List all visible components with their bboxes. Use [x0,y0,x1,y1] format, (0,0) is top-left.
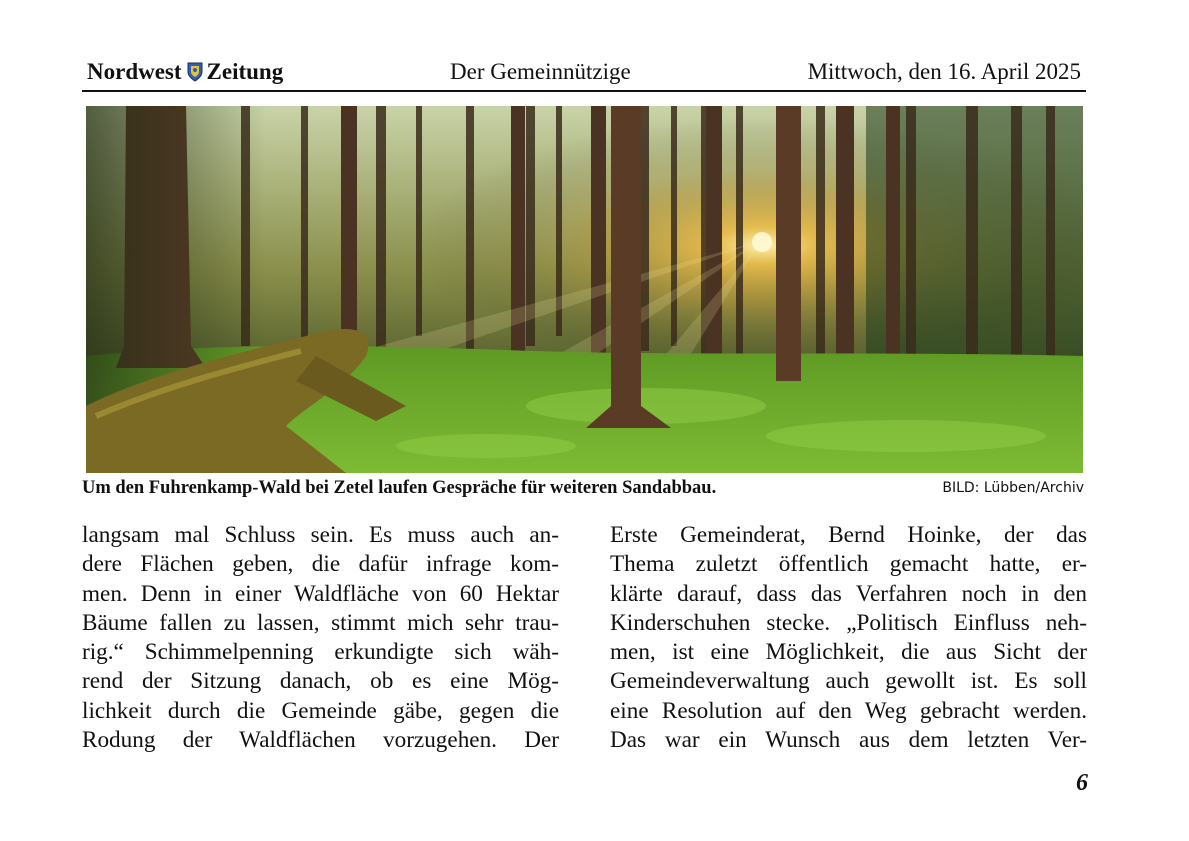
page-number: 6 [1076,770,1088,796]
text-line: Bäume fallen zu lassen, stimmt mich sehr trau- [82,609,559,636]
text-line: men. Denn in einer Waldfläche von 60 Hektar [82,580,559,607]
newspaper-name-second: Zeitung [206,59,284,84]
text-line: men, ist eine Möglichkeit, die aus Sicht der [610,639,1087,666]
masthead [82,56,1086,90]
text-line: Gemeindeverwaltung auch gewollt ist. Es soll [610,668,1087,695]
article-column-2 [610,521,1087,755]
caption-text: Um den Fuhrenkamp-Wald bei Zetel laufen Gespräche für weiteren Sandabbau. [82,478,717,498]
article-column-1 [82,521,559,755]
forest-illustration [86,106,1083,473]
photo-credit: BILD: Lübben/Archiv [942,480,1084,496]
text-line: Thema zuletzt öffentlich gemacht hatte, er- [610,551,1087,578]
newspaper-name-first: Nordwest [87,59,182,84]
coat-of-arms-icon [187,62,203,82]
issue-date: Mittwoch, den 16. April 2025 [807,59,1081,84]
text-line: Rodung der Waldflächen vorzugehen. Der [82,727,559,754]
photo-caption [82,476,1086,500]
masthead-rule [82,90,1086,92]
newspaper-name [87,59,283,85]
forest-photo [86,106,1083,473]
text-line: rend der Sitzung danach, ob es eine Mög- [82,668,559,695]
section-title: Der Gemeinnützige [450,59,631,84]
text-line: Kinderschuhen stecke. „Politisch Einfluss neh- [610,609,1087,636]
text-line: langsam mal Schluss sein. Es muss auch an- [82,522,559,548]
text-line: Das war ein Wunsch aus dem letzten Ver- [610,727,1087,754]
text-line: Erste Gemeinderat, Bernd Hoinke, der das [610,522,1087,548]
text-line: lichkeit durch die Gemeinde gäbe, gegen die [82,697,559,724]
text-line: klärte darauf, dass das Verfahren noch in den [610,580,1087,607]
text-line: eine Resolution auf den Weg gebracht werden. [610,697,1087,724]
text-line: dere Flächen geben, die dafür infrage kom- [82,551,559,578]
text-line: rig.“ Schimmelpenning erkundigte sich wäh- [82,639,559,666]
